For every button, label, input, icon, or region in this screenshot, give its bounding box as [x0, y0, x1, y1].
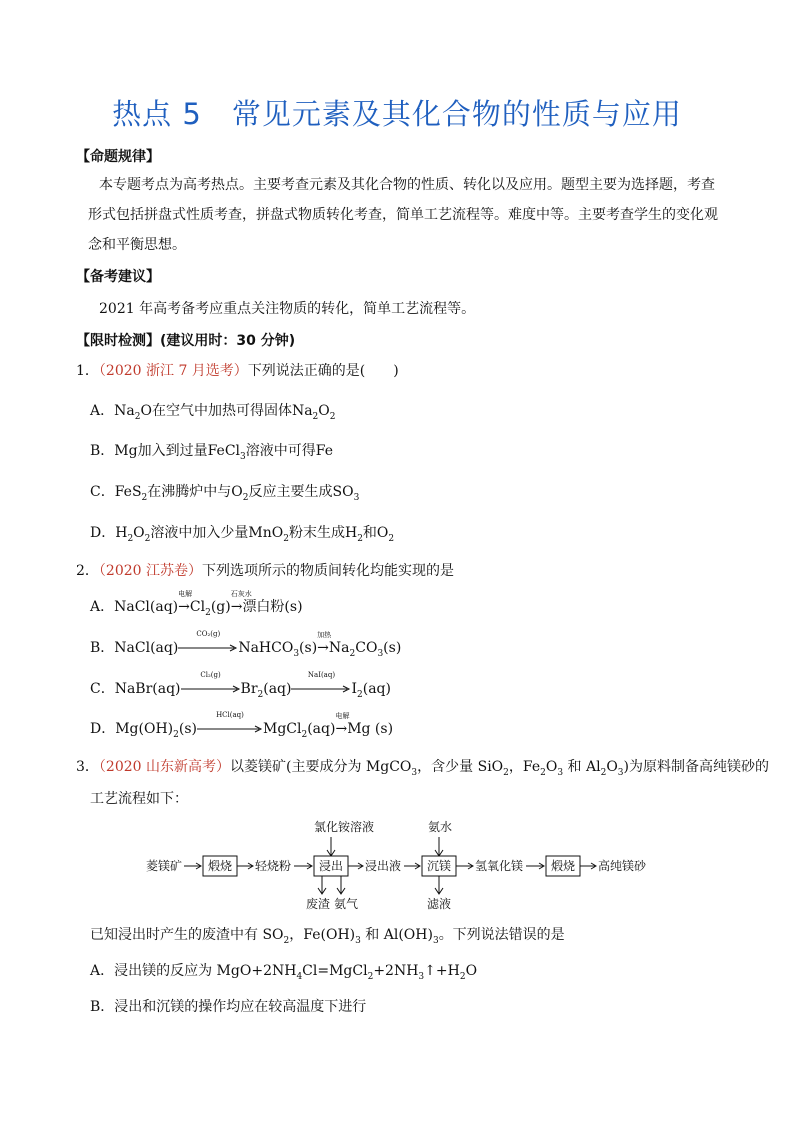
question-3-option-b: B．浸出和沉镁的操作均应在较高温度下进行: [90, 999, 367, 1015]
question-2-option-a: A．NaCl(aq) 电解 $\to Cl_2(g)$ 石灰水 →漂白粉(s): [90, 590, 303, 618]
option-label: C．: [90, 484, 115, 500]
question-1-stem: [76, 360, 399, 380]
flow-label-pure: 高纯镁砂: [598, 859, 647, 873]
question-1-option-b: B．Mg加入到过量FeCl$_3$溶液中可得Fe: [90, 443, 333, 462]
reaction-arrow: 石灰水 →: [230, 590, 252, 615]
section-heading-advice: 【备考建议】: [76, 269, 160, 285]
question-2-option-c: C．NaBr(aq) Cl₂(g) $Br_2(aq)$ NaI(aq) $I_2(aq)$: [90, 671, 391, 700]
question-2-option-d: D．$Mg(OH)_2(s)$ HCl(aq) MgCl$_2$(aq) 电解 →Mg (s): [90, 711, 394, 740]
question-3-option-a: A．浸出镁的反应为 $MgO+2NH_4Cl=MgCl_2+2NH_3↑+H_2O$: [90, 963, 478, 982]
section-text-advice: 2021 年高考备考应重点关注物质的转化，简单工艺流程等。: [99, 301, 476, 317]
reaction-arrow: HCl(aq): [197, 721, 263, 737]
question-text: 下列说法正确的是( ): [247, 363, 399, 379]
question-1-option-d: D．$H_2O_2$溶液中加入少量MnO$_2$粉末生成$H_2$和$O_2$: [90, 525, 395, 544]
question-text: 下列选项所示的物质间转化均能实现的是: [202, 563, 455, 579]
reaction-arrow: CO₂(g): [178, 640, 238, 656]
flow-label-filtrate: 滤液: [426, 897, 452, 911]
long-arrow-icon: [197, 725, 263, 733]
section-heading-test: 【限时检测】(建议用时：30 分钟): [76, 333, 296, 349]
question-1-option-c: C．FeS$_2$在沸腾炉中与$O_2$反应主要生成$SO_3$: [90, 484, 360, 503]
long-arrow-icon: [291, 685, 351, 693]
option-label: A．: [90, 403, 115, 419]
flow-label-ammonia-water: 氨水: [427, 820, 453, 834]
question-3-stem-line2: 工艺流程如下：: [90, 791, 188, 807]
question-source: （2020 浙江 7 月选考）: [98, 363, 248, 379]
process-flow-diagram: [0, 815, 794, 925]
question-2-option-b: B．NaCl(aq) CO₂(g) NaHCO$_3$(s) 加热 $\to Na_2CO_3(s)$: [90, 630, 402, 659]
flow-label-mgoh: 氢氧化镁: [475, 859, 524, 873]
section-text-rules: 本专题考点为高考热点。主要考查元素及其化合物的性质、转化以及应用。题型主要为选择题，考查形式包括拼盘式性质考查，拼盘式物质转化考查，简单工艺流程等。难度中等。主要考查学生的变化观念和平衡思想。: [88, 177, 718, 253]
flow-label-leach: 浸出: [318, 859, 344, 873]
long-arrow-icon: [178, 644, 238, 652]
question-1-option-a: A．$Na_2O$在空气中加热可得固体$Na_2O_2$: [90, 403, 336, 422]
question-number: 1．: [76, 363, 99, 379]
question-3-known: 已知浸出时产生的废渣中有 $SO_2$，$Fe(OH)_3$ 和 $Al(OH)_3$。下列说法错误的是: [90, 927, 565, 946]
question-number: 2．: [76, 563, 99, 579]
long-arrow-icon: [181, 685, 241, 693]
question-2-stem: [76, 560, 454, 580]
reaction-arrow: 电解 →: [335, 712, 350, 737]
flow-label-ore: 菱镁矿: [146, 859, 183, 873]
option-label: B．: [90, 443, 115, 459]
question-source: （2020 山东新高考）: [98, 759, 231, 775]
reaction-arrow: Cl₂(g): [181, 681, 241, 697]
flow-label-light-powder: 轻烧粉: [255, 859, 292, 873]
reaction-arrow: NaI(aq): [291, 681, 351, 697]
reaction-arrow: 加热 →: [317, 631, 332, 656]
flow-label-precip: 沉镁: [426, 859, 452, 873]
question-number: 3．: [76, 759, 99, 775]
page-title: 热点 5 常见元素及其化合物的性质与应用: [112, 97, 682, 131]
flow-label-calcine-2: 煅烧: [550, 859, 576, 873]
question-source: （2020 江苏卷）: [98, 563, 203, 579]
question-3-stem: 3．（2020 山东新高考）以菱镁矿(主要成分为 MgCO$_3$，含少量 SiO$_2$，$Fe_2O_3$ 和 $Al_2O_3$)为原料制备高纯镁砂的: [76, 759, 769, 778]
reaction-arrow: 电解 →: [178, 590, 193, 615]
flow-label-leachate: 浸出液: [365, 859, 402, 873]
flow-label-waste: 废渣: [305, 897, 331, 911]
flow-label-ammonia-gas: 氨气: [333, 897, 359, 911]
section-heading-rules: 【命题规律】: [76, 149, 160, 165]
flow-label-nh4cl: 氯化铵溶液: [313, 820, 375, 834]
flow-label-calcine-1: 煅烧: [207, 859, 233, 873]
